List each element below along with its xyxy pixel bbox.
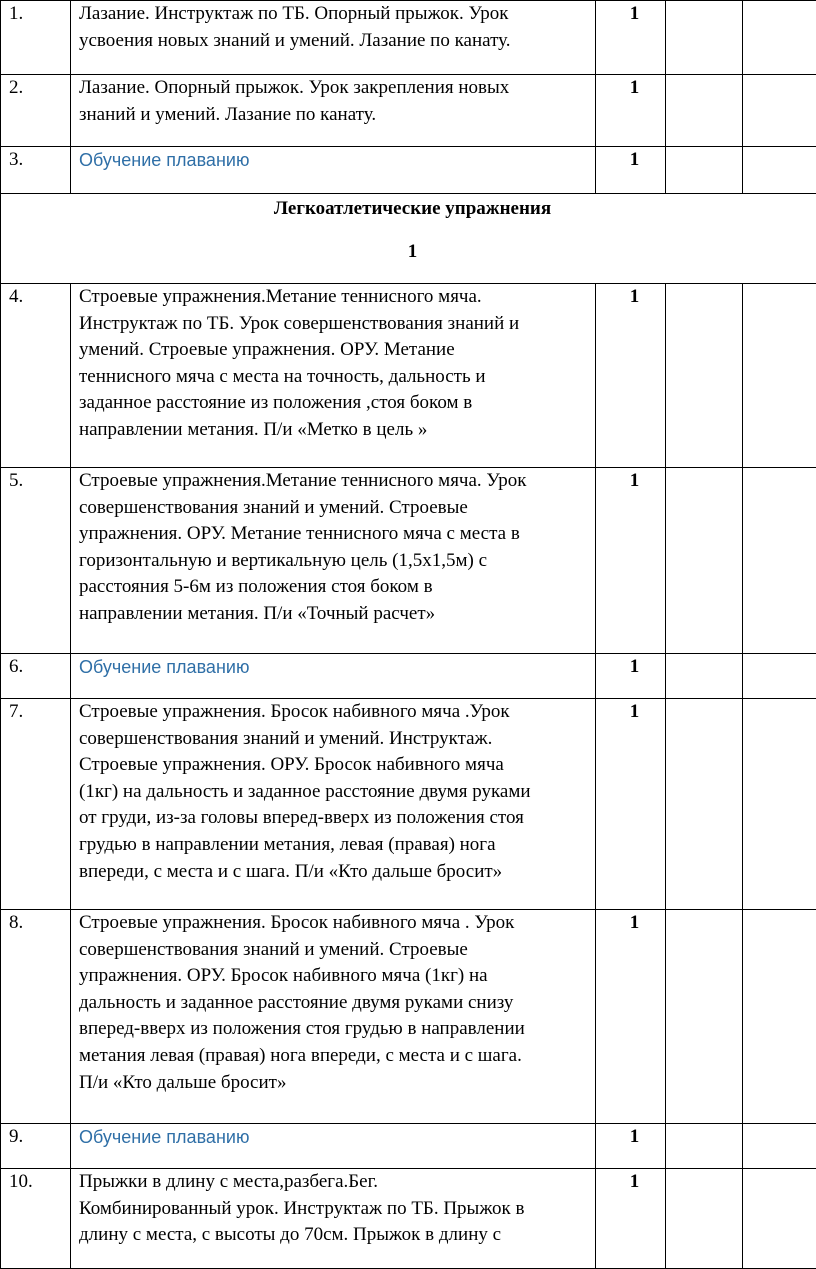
table-row <box>1 1124 816 1169</box>
table-row <box>1 1 816 75</box>
date-fact-cell <box>743 468 816 654</box>
date-plan-cell <box>666 147 743 194</box>
lesson-hours: 1 <box>596 654 666 699</box>
lesson-number: 8. <box>1 910 71 1124</box>
date-fact-cell <box>743 1124 816 1169</box>
swimming-lesson-link[interactable]: Обучение плаванию <box>79 150 249 170</box>
swimming-lesson-link[interactable]: Обучение плаванию <box>79 1127 249 1147</box>
table-row <box>1 910 816 1124</box>
date-plan-cell <box>666 1 743 75</box>
lesson-number: 9. <box>1 1124 71 1169</box>
lesson-number: 1. <box>1 1 71 75</box>
lesson-topic: Строевые упражнения. Бросок набивного мяча .Урок совершенствования знаний и умений. Инструктаж. Строевые упражнения. ОРУ. Бросок набивного мяча (1кг) на дальность и заданное расстояние двумя руками от груди, из-за головы вперед-вверх из положения стоя грудью в направлении метания, левая (правая) нога впереди, с места и с шага. П/и «Кто дальше бросит» <box>71 699 596 910</box>
lesson-topic: Строевые упражнения. Бросок набивного мяча . Урок совершенствования знаний и умений. Строевые упражнения. ОРУ. Бросок набивного мяча (1кг) на дальность и заданное расстояние двумя руками снизу вперед-вверх из положения стоя грудью в направлении метания левая (правая) нога впереди, с места и с шага. П/и «Кто дальше бросит» <box>71 910 596 1124</box>
date-fact-cell <box>743 147 816 194</box>
date-plan-cell <box>666 654 743 699</box>
table-row <box>1 284 816 468</box>
lesson-hours: 1 <box>596 1124 666 1169</box>
date-fact-cell <box>743 1 816 75</box>
date-plan-cell <box>666 75 743 147</box>
table-row <box>1 654 816 699</box>
lesson-number: 5. <box>1 468 71 654</box>
date-fact-cell <box>743 910 816 1124</box>
lesson-number: 3. <box>1 147 71 194</box>
date-plan-cell <box>666 468 743 654</box>
swimming-lesson-link[interactable]: Обучение плаванию <box>79 657 249 677</box>
date-fact-cell <box>743 75 816 147</box>
date-plan-cell <box>666 284 743 468</box>
lesson-hours: 1 <box>596 699 666 910</box>
lesson-hours: 1 <box>596 468 666 654</box>
date-plan-cell <box>666 1124 743 1169</box>
lesson-hours: 1 <box>596 147 666 194</box>
lesson-number: 2. <box>1 75 71 147</box>
lesson-hours: 1 <box>596 910 666 1124</box>
table-row <box>1 468 816 654</box>
lesson-topic <box>71 147 596 194</box>
lesson-topic <box>71 1124 596 1169</box>
date-fact-cell <box>743 654 816 699</box>
date-fact-cell <box>743 1169 816 1269</box>
lesson-number: 7. <box>1 699 71 910</box>
section-header <box>1 194 816 284</box>
table-row <box>1 75 816 147</box>
lesson-topic: Лазание. Опорный прыжок. Урок закрепления новых знаний и умений. Лазание по канату. <box>71 75 596 147</box>
section-row <box>1 194 816 284</box>
table-row <box>1 1169 816 1269</box>
lesson-topic: Лазание. Инструктаж по ТБ. Опорный прыжок. Урок усвоения новых знаний и умений. Лазание по канату. <box>71 1 596 75</box>
date-plan-cell <box>666 1169 743 1269</box>
lesson-hours: 1 <box>596 1169 666 1269</box>
lesson-topic: Строевые упражнения.Метание теннисного мяча. Урок совершенствования знаний и умений. Строевые упражнения. ОРУ. Метание теннисного мяча с места в горизонтальную и вертикальную цель (1,5х1,5м) с расстояния 5-6м из положения стоя боком в направлении метания. П/и «Точный расчет» <box>71 468 596 654</box>
lesson-number: 10. <box>1 1169 71 1269</box>
lesson-hours: 1 <box>596 75 666 147</box>
lesson-topic: Строевые упражнения.Метание теннисного мяча. Инструктаж по ТБ. Урок совершенствования знаний и умений. Строевые упражнения. ОРУ. Метание теннисного мяча с места на точность, дальность и заданное расстояние из положения ,стоя боком в направлении метания. П/и «Метко в цель » <box>71 284 596 468</box>
date-fact-cell <box>743 284 816 468</box>
lesson-number: 6. <box>1 654 71 699</box>
table-row <box>1 147 816 194</box>
lesson-topic <box>71 654 596 699</box>
lesson-hours: 1 <box>596 1 666 75</box>
table-row <box>1 699 816 910</box>
date-plan-cell <box>666 699 743 910</box>
lesson-number: 4. <box>1 284 71 468</box>
lesson-hours: 1 <box>596 284 666 468</box>
date-plan-cell <box>666 910 743 1124</box>
section-hours: 1 <box>9 239 816 266</box>
date-fact-cell <box>743 699 816 910</box>
section-title: Легкоатлетические упражнения <box>9 196 816 223</box>
lesson-topic: Прыжки в длину с места,разбега.Бег. Комбинированный урок. Инструктаж по ТБ. Прыжок в длину с места, с высоты до 70см. Прыжок в длину с <box>71 1169 596 1269</box>
